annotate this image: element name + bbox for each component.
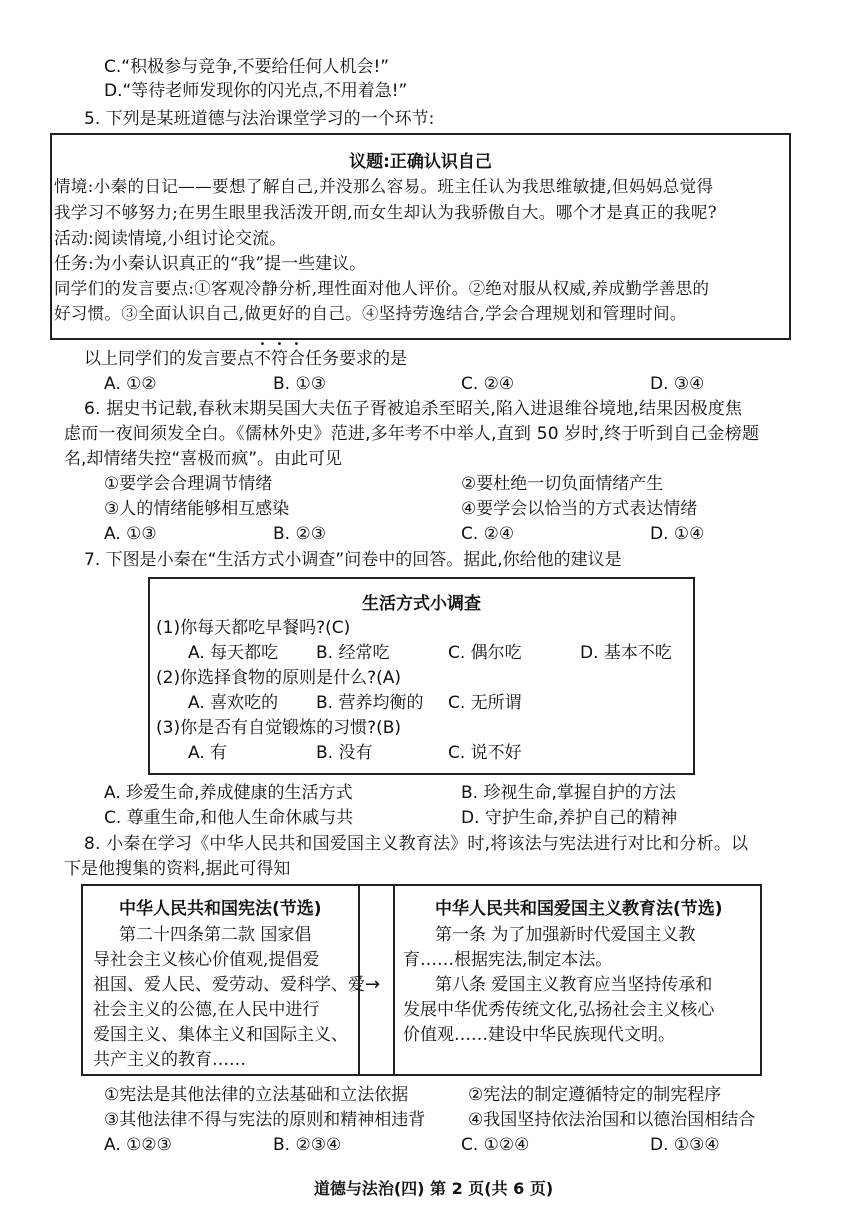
q8-right-line: 第八条 爱国主义教育应当坚持传承和 [435,975,713,995]
q5-box-line: 同学们的发言要点:①客观冷静分析,理性面对他人评价。②绝对服从权威,养成勤学善思的 [54,279,710,298]
q8-statement: ④我国坚持依法治国和以德治国相结合 [468,1110,756,1130]
q5-question-post: 任务要求的是 [305,349,407,369]
q8-left-title: 中华人民共和国宪法(节选) [119,899,322,919]
q7-q2-opt: B. 营养均衡的 [316,693,424,713]
q5-box-line: 情境:小秦的日记——要想了解自己,并没那么容易。班主任认为我思维敏捷,但妈妈总觉得 [54,177,714,196]
page-footer: 道德与法治(四) 第 2 页(共 6 页) [313,1179,554,1198]
q8-statement: ①宪法是其他法律的立法基础和立法依据 [104,1085,409,1105]
q7-survey-q2: (2)你选择食物的原则是什么?(A) [156,668,401,688]
q7-q2-opt: C. 无所谓 [448,693,522,713]
q7-q1-opt: A. 每天都吃 [188,643,279,663]
q7-q1-opt: C. 偶尔吃 [448,643,522,663]
q7-survey-q1: (1)你每天都吃早餐吗?(C) [156,618,351,638]
q7-q1-opt: B. 经常吃 [316,643,390,663]
q6-option-c: C. ②④ [461,524,515,544]
arrow-right-icon: → [365,974,381,995]
q8-right-line: 发展中华优秀传统文化,弘扬社会主义核心 [403,1000,715,1020]
q5-scenario-box [50,133,791,340]
q6-option-b: B. ②③ [273,524,326,544]
q7-q2-opt: A. 喜欢吃的 [188,693,279,713]
q7-q3-opt: A. 有 [188,743,228,763]
q5-option-c: C. ②④ [461,374,515,394]
q6-statement: ④要学会以恰当的方式表达情绪 [461,499,698,519]
q8-left-line: 导社会主义核心价值观,提倡爱 [93,950,320,970]
q8-left-line: 共产主义的教育…… [93,1050,246,1070]
q8-left-line: 社会主义的公德,在人民中进行 [93,1000,320,1020]
q7-q1-opt: D. 基本不吃 [580,643,672,663]
q6-stem-line: 名,却情绪失控“喜极而疯”。由此可见 [64,449,343,469]
q5-box-line: 任务:为小秦认识真正的“我”提一些建议。 [54,254,367,274]
q8-left-line: 第二十四条第二款 国家倡 [119,925,312,945]
q5-stem: 5. 下列是某班道德与法治课堂学习的一个环节: [84,109,435,129]
q7-option-b: B. 珍视生命,掌握自护的方法 [461,783,676,803]
emphasis-char: 合 [288,349,305,369]
q8-option-b: B. ②③④ [273,1135,342,1155]
q5-option-a: A. ①② [104,374,157,394]
q7-survey-box [148,577,695,775]
q8-stem-line: 下是他搜集的资料,据此可得知 [64,859,291,879]
q7-survey-title: 生活方式小调查 [362,594,481,614]
q8-option-a: A. ①②③ [104,1135,172,1155]
q6-stem-line: 虑而一夜间须发全白。《儒林外史》范进,多年考不中举人,直到 50 岁时,终于听到自己金榜题 [64,424,760,444]
q5-box-line: 活动:阅读情境,小组讨论交流。 [54,229,287,249]
emphasis-char: 不 [254,349,271,369]
q6-statement: ②要杜绝一切负面情绪产生 [461,474,664,494]
q8-left-line: 爱国主义、集体主义和国际主义、 [93,1025,348,1045]
q8-option-d: D. ①③④ [650,1135,720,1155]
q6-stem-line: 6. 据史书记载,春秋末期吴国大夫伍子胥被追杀至昭关,陷入进退维谷境地,结果因极度焦 [84,399,743,419]
q5-box-line: 好习惯。③全面认识自己,做更好的自己。④坚持劳逸结合,学会合理规划和管理时间。 [54,304,687,323]
q8-right-title: 中华人民共和国爱国主义教育法(节选) [435,899,723,919]
q8-right-line: 价值观……建设中华民族现代文明。 [403,1025,675,1045]
q6-option-a: A. ①③ [104,524,157,544]
q8-right-line: 育……根据宪法,制定本法。 [403,950,613,970]
q5-box-title: 议题:正确认识自己 [349,152,492,172]
q5-question [84,348,407,370]
q8-statement: ②宪法的制定遵循特定的制宪程序 [468,1085,722,1105]
q6-statement: ③人的情绪能够相互感染 [104,499,290,519]
q4-option-c: C.“积极参与竞争,不要给任何人机会!” [104,57,390,77]
q5-emphasis [254,349,305,369]
q8-right-line: 第一条 为了加强新时代爱国主义教 [435,925,696,945]
q8-left-line: 祖国、爱人民、爱劳动、爱科学、爱 [93,975,365,995]
q5-option-d: D. ③④ [650,374,705,394]
q7-stem: 7. 下图是小秦在“生活方式小调查”问卷中的回答。据此,你给他的建议是 [84,550,622,570]
q7-option-d: D. 守护生命,养护自己的精神 [461,808,678,828]
q8-option-c: C. ①②④ [461,1135,530,1155]
q7-survey-q3: (3)你是否有自觉锻炼的习惯?(B) [156,718,402,738]
q5-option-b: B. ①③ [273,374,326,394]
q7-q3-opt: B. 没有 [316,743,373,763]
q4-option-d: D.“等待老师发现你的闪光点,不用着急!” [104,81,408,101]
q7-option-c: C. 尊重生命,和他人生命休戚与共 [104,808,354,828]
q8-statement: ③其他法律不得与宪法的原则和精神相违背 [104,1110,426,1130]
q5-question-pre: 以上同学们的发言要点 [84,349,254,369]
q6-statement: ①要学会合理调节情绪 [104,474,273,494]
emphasis-char: 符 [271,349,288,369]
q8-comparison-table [81,884,762,1076]
q7-option-a: A. 珍爱生命,养成健康的生活方式 [104,783,353,803]
q6-option-d: D. ①④ [650,524,705,544]
q8-stem-line: 8. 小秦在学习《中华人民共和国爱国主义教育法》时,将该法与宪法进行对比和分析。以 [84,834,749,854]
q5-box-line: 我学习不够努力;在男生眼里我活泼开朗,而女生却认为我骄傲自大。哪个才是真正的我呢? [54,203,718,222]
q7-q3-opt: C. 说不好 [448,743,522,763]
